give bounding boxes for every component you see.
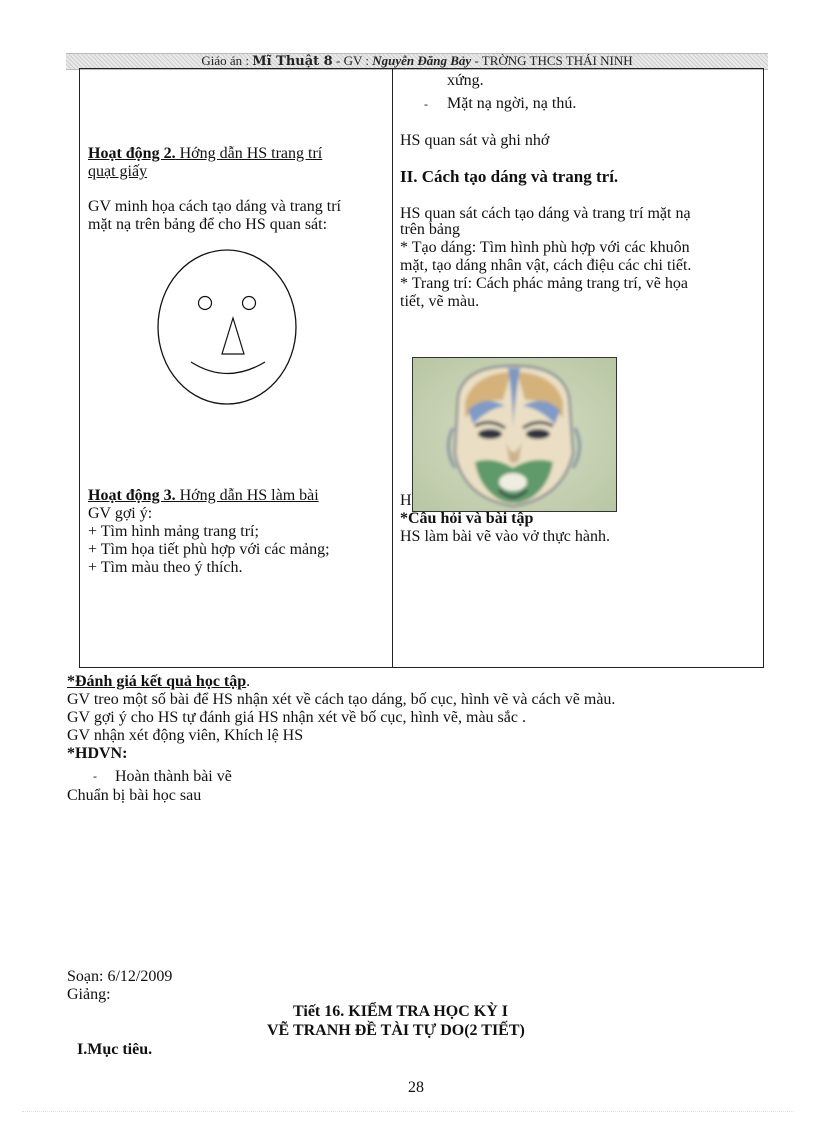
mouth-smile (191, 362, 265, 374)
bullet-mark: - (424, 97, 428, 111)
practice-text: HS làm bài vẽ vào vở thực hành. (400, 528, 610, 545)
shaping-line1: * Tạo dáng: Tìm hình phù hợp với các khuôn (400, 239, 690, 256)
decoration-line1: * Trang trí: Cách phác mảng trang trí, vẽ họa (400, 275, 688, 292)
teach-date: Giảng: (67, 986, 111, 1003)
nose-triangle (222, 318, 244, 354)
activity3-title: Hoạt động 3. (88, 487, 176, 504)
activity3-subtitle: Hớng dẫn HS làm bài (175, 487, 319, 504)
left-eye (199, 297, 212, 310)
shaping-line2: mặt, tạo dáng nhân vật, cách điệu các chi tiết. (400, 257, 692, 274)
table-column-divider (392, 68, 393, 668)
assessment-title: *Đánh giá kết quả học tập (67, 673, 247, 690)
lesson-title-text: KIỂM TRA HỌC KỲ I (344, 1003, 508, 1020)
homework-prepare: Chuẩn bị bài học sau (67, 787, 202, 804)
homework-item: Hoàn thành bài vẽ (115, 768, 232, 785)
right-line-top: xứng. (447, 72, 484, 89)
header-mid: - GV : (335, 53, 369, 68)
activity2-subtitle: Hớng dẫn HS trang trí (175, 145, 323, 162)
header-school: - TRỜNG THCS THÁI NINH (474, 53, 633, 68)
header-teacher: Nguyễn Đăng Bảy (372, 53, 472, 68)
demo-line-2: mặt nạ trên bảng để cho HS quan sát: (88, 216, 328, 233)
activity2-heading (88, 145, 322, 163)
activity2-title: Hoạt động 2. (88, 145, 176, 162)
mask-types-text: Mặt nạ ngời, nạ thú. (447, 95, 577, 112)
partial-text: H (400, 492, 412, 509)
assessment-title-dot: . (246, 673, 251, 690)
questions-heading: *Câu hỏi và bài tập (400, 510, 534, 527)
homework-heading: *HDVN: (67, 745, 128, 762)
header-subject: Mĩ Thuật 8 (252, 54, 333, 69)
opera-mask-picture (413, 358, 617, 512)
demo-line-1: GV minh họa cách tạo dáng và trang trí (88, 198, 341, 215)
page-number: 28 (408, 1079, 424, 1096)
page-bottom-rule (22, 1111, 794, 1112)
lesson-title-line2: VẼ TRANH ĐỀ TÀI TỰ DO(2 TIẾT) (267, 1022, 525, 1039)
observe-text: HS quan sát và ghi nhớ (400, 132, 550, 149)
hint-intro: GV gợi ý: (88, 505, 153, 522)
right-eye (243, 297, 256, 310)
decoration-line2: tiết, vẽ màu. (400, 293, 480, 310)
header-prefix: Giáo án : (201, 53, 250, 68)
compose-date: Soạn: 6/12/2009 (67, 968, 173, 985)
lesson-title-line1 (293, 1003, 508, 1021)
lesson-number: Tiết 16. (293, 1003, 345, 1020)
section2-heading: II. Cách tạo dáng và trang trí. (400, 167, 619, 186)
hint-item: + Tìm hình mảng trang trí; (88, 523, 259, 540)
assessment-heading (67, 673, 250, 691)
assessment-line: GV treo một số bài để HS nhận xét về cách tạo dáng, bố cục, hình vẽ và cách vẽ màu. (67, 691, 616, 708)
hint-item: + Tìm màu theo ý thích. (88, 559, 243, 576)
assessment-line: GV nhận xét động viên, Khích lệ HS (67, 727, 304, 744)
activity2-subtitle-line2: quạt giấy (88, 163, 148, 180)
opera-mask-photo (412, 357, 617, 512)
assessment-line: GV gợi ý cho HS tự đánh giá HS nhận xét về bố cục, hình vẽ, màu sắc . (67, 709, 526, 726)
mask-right-eye (526, 429, 550, 439)
face-drawing (155, 248, 299, 408)
activity3-heading (88, 487, 319, 505)
homework-bullet: - (93, 769, 97, 783)
observe-method-line1: HS quan sát cách tạo dáng và trang trí mặt nạ (400, 205, 691, 222)
mask-mouth (499, 473, 527, 491)
mask-left-eye (478, 429, 502, 439)
face-outline (158, 250, 296, 404)
hint-item: + Tìm họa tiết phù hợp với các mảng; (88, 541, 330, 558)
objectives-heading: I.Mục tiêu. (77, 1041, 153, 1058)
observe-method-line2: trên bảng (400, 221, 460, 238)
